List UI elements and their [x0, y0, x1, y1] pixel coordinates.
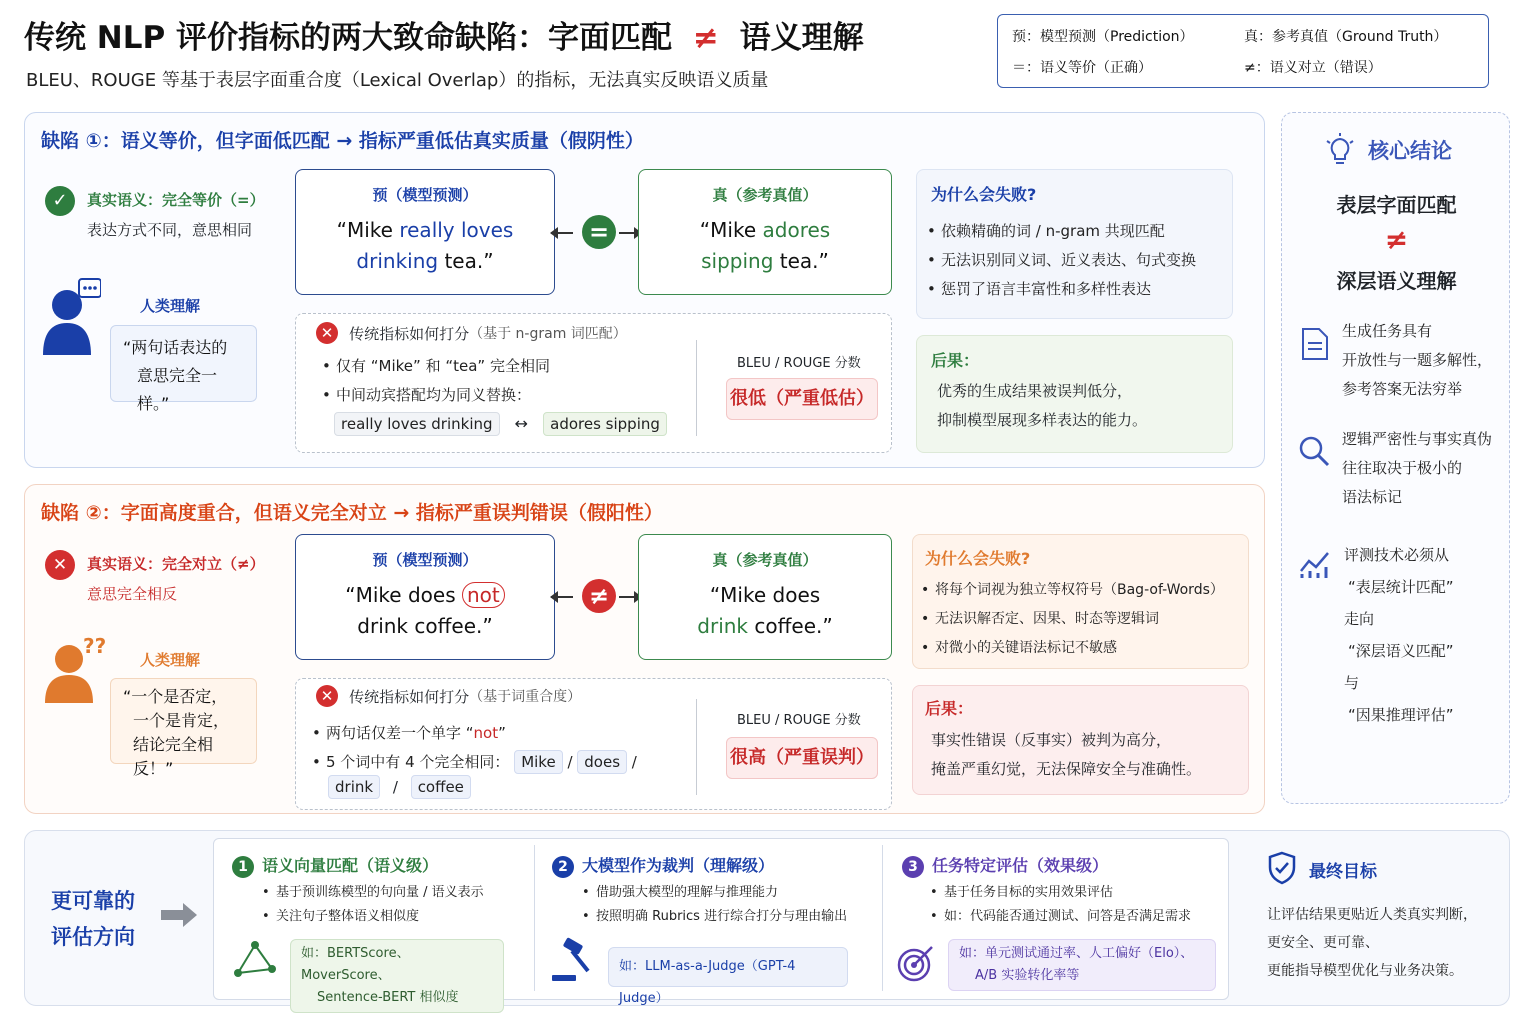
- page-title: [24, 12, 864, 57]
- sidebar-point-2: [1342, 425, 1492, 512]
- direction-bullet: • 借助强大模型的理解与推理能力: [582, 881, 847, 905]
- metric-label: BLEU / ROUGE 分数: [737, 356, 861, 371]
- why-item: • 依赖精确的词 / n-gram 共现匹配: [927, 217, 1196, 246]
- goal-line: 让评估结果更贴近人类真实判断，: [1267, 907, 1477, 923]
- graph-nodes-icon: [232, 939, 278, 979]
- directions-panel: [24, 830, 1510, 1006]
- not-equal-icon: ≠: [582, 579, 616, 613]
- bubble-line-1: “两句话表达的: [123, 338, 228, 357]
- result-line: 事实性错误（反事实）被判为高分，: [931, 731, 1172, 749]
- point-line: 往往取决于极小的: [1342, 459, 1463, 477]
- why-item: • 无法识解否定、因果、时态等逻辑词: [921, 605, 1224, 634]
- point-line: 开放性与一题多解性，: [1342, 351, 1493, 369]
- pred-quote: [296, 580, 554, 642]
- point-line: 走向: [1344, 610, 1375, 628]
- lightbulb-icon: [1324, 133, 1356, 167]
- flaw2-title: 缺陷 ②：字面高度重合，但语义完全对立 → 指标严重误判错误（假阳性）: [41, 502, 663, 524]
- direction-bullet: • 关注句子整体语义相似度: [262, 905, 484, 929]
- example-line: Sentence-BERT 相似度: [317, 990, 459, 1005]
- arrow-left: [551, 596, 573, 598]
- flaw2-panel: [24, 484, 1265, 814]
- check-icon: ✓: [45, 186, 75, 216]
- point-line: “表层统计匹配”: [1348, 578, 1454, 596]
- sidebar-big-2: 深层语义理解: [1336, 269, 1457, 293]
- directions-lead: [51, 883, 135, 955]
- result-title: 后果：: [925, 699, 974, 718]
- search-icon: [1298, 435, 1330, 467]
- flaw2-truth-desc: 意思完全相反: [87, 585, 178, 603]
- gavel-icon: [550, 937, 596, 983]
- lead-line: 评估方向: [51, 925, 135, 949]
- point-line: 评测技术必须从: [1344, 546, 1450, 564]
- chip: Mike: [514, 750, 563, 774]
- flaw2-why-box: [912, 534, 1249, 669]
- direction-3: [882, 839, 1228, 999]
- direction-bullet: • 按照明确 Rubrics 进行综合打分与理由输出: [582, 905, 847, 929]
- direction-bullets: [262, 881, 484, 929]
- direction-example: 如：LLM-as-a-Judge（GPT-4 Judge）: [608, 947, 848, 987]
- why-item: • 对微小的关键语法标记不敏感: [921, 634, 1224, 663]
- direction-example: [948, 939, 1216, 991]
- verdict-badge: 很高（严重误判）: [726, 737, 878, 779]
- direction-head: [902, 853, 1108, 878]
- example-line: A/B 实验转化率等: [975, 968, 1080, 983]
- legend-box: [997, 14, 1489, 88]
- score-bullets: [322, 352, 550, 410]
- flaw1-truth-desc: 表达方式不同，意思相同: [87, 221, 253, 239]
- flaw1-panel: [24, 112, 1265, 468]
- why-list: [921, 576, 1224, 663]
- chip: coffee: [411, 775, 471, 799]
- direction-bullet: • 基于预训练模型的句向量 / 语义表示: [262, 881, 484, 905]
- bubble-line-3: 结论完全相反！”: [133, 735, 214, 778]
- arrow-left: [551, 232, 573, 234]
- pred-quote: [296, 215, 554, 277]
- chip: does: [577, 750, 627, 774]
- quote-highlight: sipping: [701, 249, 774, 273]
- example-line: 如：BERTScore、MoverScore、: [301, 946, 410, 983]
- x-icon: ✕: [316, 685, 338, 707]
- goal-line: 更安全、更可靠、: [1267, 935, 1379, 951]
- person-icon: [41, 277, 101, 357]
- truth-quote: [639, 215, 891, 277]
- direction-1: [214, 839, 534, 1005]
- page-subtitle: BLEU、ROUGE 等基于表层字面重合度（Lexical Overlap）的指标，无法真实反映语义质量: [26, 70, 769, 91]
- legend-eq: ＝：语义等价（正确）: [1012, 60, 1152, 76]
- result-line: 掩盖严重幻觉，无法保障安全与准确性。: [931, 760, 1202, 778]
- x-circle-icon: ✕: [45, 550, 75, 580]
- bubble-line-1: “一个是否定，: [123, 687, 228, 706]
- lead-line: 更可靠的: [51, 889, 135, 913]
- bubble-line-2: 意思完全一样。”: [137, 366, 218, 413]
- score-sub: （基于词重合度）: [469, 689, 582, 705]
- quote-part: coffee.”: [748, 614, 833, 638]
- quote-highlight: really loves: [399, 218, 514, 242]
- score-bullet: • 仅有 “Mike” 和 “tea” 完全相同: [322, 352, 550, 381]
- lead-arrow-icon: [161, 910, 185, 920]
- result-line: 优秀的生成结果被误判低分，: [937, 382, 1133, 400]
- score-head: [316, 322, 627, 344]
- chip-row: [328, 775, 471, 799]
- flaw2-pred-card: [295, 534, 555, 660]
- example-line: 如：单元测试通过率、人工偏好（Elo）、: [959, 946, 1194, 961]
- step-badge: 2: [552, 856, 574, 878]
- x-icon: ✕: [316, 322, 338, 344]
- goal-title: 最终目标: [1309, 862, 1377, 882]
- truth-card-head: 真（参考真值）: [712, 186, 818, 204]
- quote-part: “Mike does: [345, 583, 462, 607]
- flaw2-truth-card: [638, 534, 892, 660]
- sidebar-big-1: 表层字面匹配: [1336, 193, 1457, 217]
- title-neq: ≠: [692, 20, 719, 56]
- point-line: 与: [1344, 674, 1360, 692]
- not-highlight: not: [462, 582, 505, 608]
- direction-head: [552, 853, 774, 878]
- metric-label: BLEU / ROUGE 分数: [737, 713, 861, 728]
- divider: [696, 340, 697, 436]
- flaw2-score-box: [295, 678, 892, 810]
- slash: /: [392, 778, 398, 796]
- result-title: 后果：: [931, 351, 980, 370]
- point-line: 生成任务具有: [1342, 322, 1433, 340]
- truth-quote: [639, 580, 891, 642]
- pred-card-head: 预（模型预测）: [372, 551, 478, 569]
- svg-text:??: ??: [83, 634, 107, 658]
- title-right: 语义理解: [739, 20, 864, 56]
- point-line: “因果推理评估”: [1348, 706, 1454, 724]
- why-item: • 无法识别同义词、近义表达、句式变换: [927, 246, 1196, 275]
- quote-part: “Mike does: [709, 583, 821, 607]
- bullet-highlight: not: [473, 724, 499, 742]
- quote-part: tea.”: [438, 249, 494, 273]
- direction-bullets: [582, 881, 847, 929]
- conclusion-sidebar: [1281, 112, 1510, 804]
- directions-row: [213, 838, 1229, 1006]
- equal-icon: =: [582, 215, 616, 249]
- sidebar-neq: ≠: [1384, 223, 1409, 256]
- chip: drink: [328, 775, 380, 799]
- why-title: 为什么会失败?: [925, 549, 1031, 568]
- target-icon: [896, 943, 936, 983]
- direction-bullet: • 基于任务目标的实用效果评估: [930, 881, 1191, 905]
- why-item: • 将每个词视为独立等权符号（Bag-of-Words）: [921, 576, 1224, 605]
- direction-example: [290, 939, 504, 1013]
- flaw1-human-bubble: [110, 325, 257, 413]
- why-list: [927, 217, 1196, 304]
- divider: [696, 699, 697, 795]
- score-bullet: [312, 719, 637, 748]
- flaw2-truth-label: 真实语义：完全对立（≠）: [87, 555, 265, 573]
- flaw2-human-bubble: [110, 678, 257, 778]
- step-badge: 3: [902, 856, 924, 878]
- goal-text: [1267, 901, 1477, 985]
- quote-part: “Mike: [699, 218, 763, 242]
- direction-title: 语义向量匹配（语义级）: [262, 856, 439, 875]
- shield-check-icon: [1267, 851, 1297, 885]
- score-bullet: • 5 个词中有 4 个完全相同： Mike / does /: [312, 748, 637, 777]
- flaw1-result-box: [916, 335, 1233, 453]
- quote-part: “Mike: [336, 218, 400, 242]
- quote-part: tea.”: [773, 249, 829, 273]
- score-bullet: • 中间动宾搭配均为同义替换：: [322, 381, 550, 410]
- truth-card-head: 真（参考真值）: [712, 551, 818, 569]
- score-head: [316, 685, 581, 707]
- chip-row: [334, 412, 667, 436]
- sidebar-title: 核心结论: [1368, 139, 1452, 163]
- goal-line: 更能指导模型优化与业务决策。: [1267, 963, 1463, 979]
- direction-bullet: • 如：代码能否通过测试、问答是否满足需求: [930, 905, 1191, 929]
- flaw1-pred-card: [295, 169, 555, 295]
- legend-truth: 真：参考真值（Ground Truth）: [1244, 29, 1448, 45]
- quote-highlight: adores: [762, 218, 831, 242]
- flaw1-why-box: [916, 169, 1233, 319]
- score-bullets: [312, 719, 637, 777]
- point-line: “深层语义匹配”: [1348, 642, 1454, 660]
- direction-title: 大模型作为裁判（理解级）: [582, 856, 775, 875]
- pred-card-head: 预（模型预测）: [372, 186, 478, 204]
- score-sub: （基于 n-gram 词匹配）: [469, 326, 627, 342]
- why-title: 为什么会失败?: [931, 185, 1037, 204]
- legend-neq: ≠：语义对立（错误）: [1244, 60, 1382, 76]
- flaw1-truth-label: 真实语义：完全等价（=）: [87, 191, 265, 209]
- bullet-text: 5 个词中有 4 个完全相同：: [326, 753, 510, 771]
- point-line: 参考答案无法穷举: [1342, 380, 1463, 398]
- chip: really loves drinking: [334, 412, 500, 436]
- chart-trend-icon: [1298, 547, 1332, 581]
- sidebar-point-3: [1344, 539, 1454, 731]
- flaw1-human-label: 人类理解: [140, 297, 201, 315]
- document-icon: [1300, 327, 1330, 361]
- flaw1-title: 缺陷 ①：语义等价，但字面低匹配 → 指标严重低估真实质量（假阴性）: [41, 130, 644, 152]
- flaw1-truth-card: [638, 169, 892, 295]
- result-line: 抑制模型展现多样表达的能力。: [937, 411, 1148, 429]
- chip: adores sipping: [543, 412, 667, 436]
- legend-pred: 预：模型预测（Prediction）: [1012, 29, 1194, 45]
- score-title: 传统指标如何打分: [349, 687, 470, 706]
- quote-part: drink coffee.”: [357, 614, 493, 638]
- bubble-line-2: 一个是肯定，: [133, 711, 230, 730]
- bullet-text: ”: [498, 724, 506, 742]
- quote-highlight: drinking: [356, 249, 439, 273]
- direction-bullets: [930, 881, 1191, 929]
- flaw2-result-box: [912, 685, 1249, 795]
- point-line: 逻辑严密性与事实真伪: [1342, 430, 1493, 448]
- title-left: 传统 NLP 评价指标的两大致命缺陷：字面匹配: [24, 20, 673, 56]
- direction-head: [232, 853, 438, 878]
- swap-icon: ↔: [514, 414, 529, 433]
- point-line: 语法标记: [1342, 488, 1403, 506]
- verdict-badge: 很低（严重低估）: [726, 378, 878, 420]
- step-badge: 1: [232, 856, 254, 878]
- bullet-text: 两句话仅差一个单字 “: [326, 724, 474, 742]
- score-title: 传统指标如何打分: [349, 324, 470, 343]
- flaw1-score-box: [295, 313, 892, 453]
- flaw2-human-label: 人类理解: [140, 651, 201, 669]
- why-item: • 惩罚了语言丰富性和多样性表达: [927, 275, 1196, 304]
- direction-2: [534, 839, 882, 1006]
- quote-highlight: drink: [697, 614, 749, 638]
- sidebar-point-1: [1342, 317, 1492, 404]
- confused-person-icon: [43, 631, 109, 705]
- lead-arrow-head: [183, 903, 197, 927]
- direction-title: 任务特定评估（效果级）: [932, 856, 1109, 875]
